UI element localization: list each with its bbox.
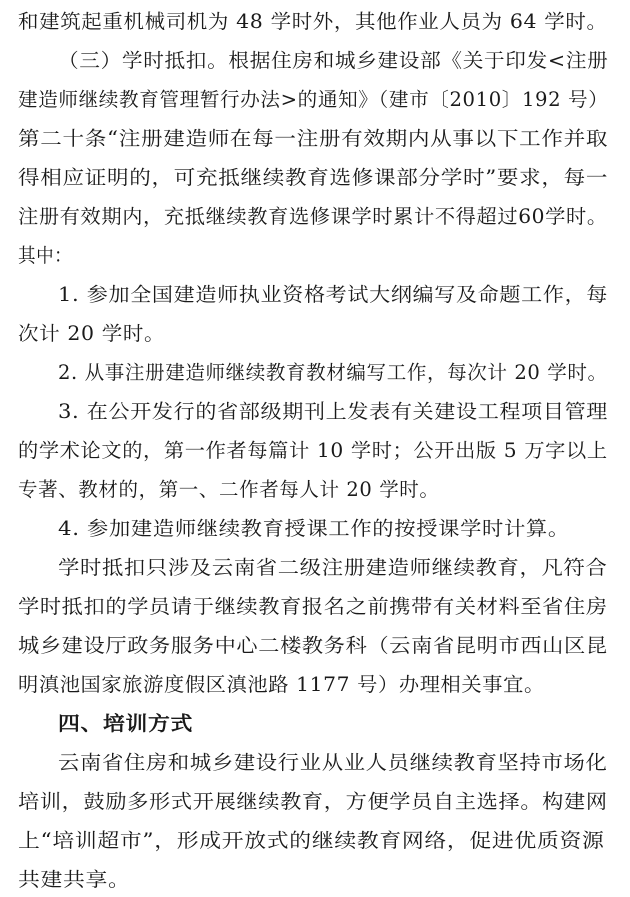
text-line: 上“培训超市”，形成开放式的继续教育网络，促进优质资源 — [18, 829, 605, 852]
text-line: 学时抵扣只涉及云南省二级注册建造师继续教育，凡符合 — [58, 556, 608, 579]
text-line: 次计 20 学时。 — [18, 322, 166, 345]
text-line: 共建共享。 — [18, 868, 131, 891]
text-line: 建造师继续教育管理暂行办法>的通知》（建市〔2010〕192 号） — [18, 88, 609, 111]
text-line: 注册有效期内，充抵继续教育选修课学时累计不得超过60学时。 — [18, 205, 608, 228]
text-line: （三）学时抵扣。根据住房和城乡建设部《关于印发<注册 — [58, 49, 609, 72]
list-item: 4. 参加建造师继续教育授课工作的按授课学时计算。 — [58, 517, 570, 540]
list-item: 3. 在公开发行的省部级期刊上发表有关建设工程项目管理 — [58, 400, 609, 423]
text-line: 培训，鼓励多形式开展继续教育，方便学员自主选择。构建网 — [18, 790, 608, 813]
text-line: 的学术论文的，第一作者每篇计 10 学时；公开出版 5 万字以上 — [18, 439, 608, 462]
text-line: 城乡建设厅政务服务中心二楼教务科（云南省昆明市西山区昆 — [18, 634, 608, 657]
text-line: 第二十条“注册建造师在每一注册有效期内从事以下工作并取 — [18, 127, 609, 150]
text-line: 明滇池国家旅游度假区滇池路 1177 号）办理相关事宜。 — [18, 673, 545, 696]
list-item: 2. 从事注册建造师继续教育教材编写工作，每次计 20 学时。 — [58, 361, 608, 384]
text-line: 学时抵扣的学员请于继续教育报名之前携带有关材料至省住房 — [18, 595, 608, 618]
section-heading: 四、培训方式 — [58, 712, 194, 735]
list-item: 1. 参加全国建造师执业资格考试大纲编写及命题工作，每 — [58, 283, 609, 306]
text-line: 云南省住房和城乡建设行业从业人员继续教育坚持市场化 — [58, 751, 608, 774]
text-line: 和建筑起重机械司机为 48 学时外，其他作业人员为 64 学时。 — [18, 10, 608, 33]
text-line: 得相应证明的，可充抵继续教育选修课部分学时”要求，每一 — [18, 166, 609, 189]
text-line: 其中： — [18, 244, 73, 267]
text-line: 专著、教材的，第一、二作者每人计 20 学时。 — [18, 478, 440, 501]
